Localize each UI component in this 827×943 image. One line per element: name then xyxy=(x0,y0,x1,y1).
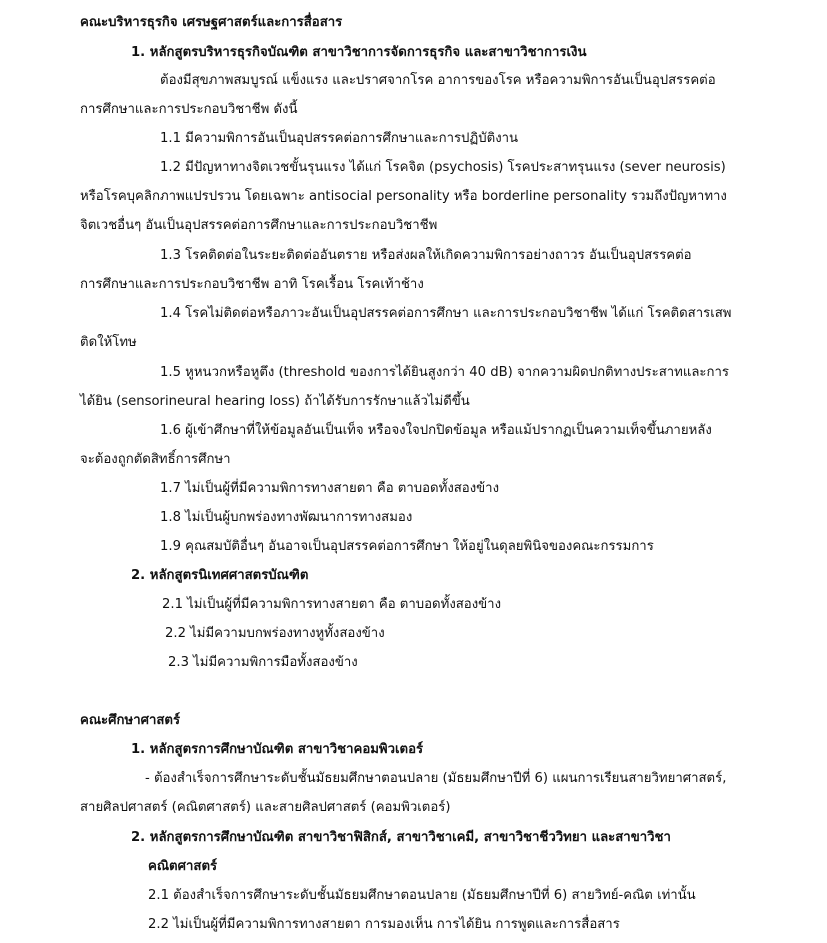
list-item: 1.8 ไม่เป็นผู้บกพร่องทางพัฒนาการทางสมอง xyxy=(160,510,413,525)
list-item-continuation: ติดให้โทษ xyxy=(80,335,137,350)
list-item: 2.2 ไม่มีความบกพร่องทางหูทั้งสองข้าง xyxy=(165,626,385,641)
list-item: 1.4 โรคไม่ติดต่อหรือภาวะอันเป็นอุปสรรคต่อการศึกษา และการประกอบวิชาชีพ ได้แก่ โรคติดสารเสพ xyxy=(160,306,732,321)
list-item: 1.1 มีความพิการอันเป็นอุปสรรคต่อการศึกษาและการปฏิบัติงาน xyxy=(160,131,519,146)
list-item: 2.1 ต้องสำเร็จการศึกษาระดับชั้นมัธยมศึกษาตอนปลาย (มัธยมศึกษาปีที่ 6) สายวิทย์-คณิต เท่านั้น xyxy=(148,888,696,903)
list-item: 1.9 คุณสมบัติอื่นๆ อันอาจเป็นอุปสรรคต่อการศึกษา ให้อยู่ในดุลยพินิจของคณะกรรมการ xyxy=(160,539,654,554)
list-item-continuation: หรือโรคบุคลิกภาพแปรปรวน โดยเฉพาะ antisocial personality หรือ borderline personality รวมถึงปัญหาทาง xyxy=(80,189,727,204)
program-title: 2. หลักสูตรการศึกษาบัณฑิต สาขาวิชาฟิสิกส์, สาขาวิชาเคมี, สาขาวิชาชีววิทยา และสาขาวิชา xyxy=(131,830,671,845)
paragraph-line: สายศิลปศาสตร์ (คณิตศาสตร์) และสายศิลปศาสตร์ (คอมพิวเตอร์) xyxy=(80,800,451,815)
program-title: 1. หลักสูตรการศึกษาบัณฑิต สาขาวิชาคอมพิวเตอร์ xyxy=(131,742,424,757)
list-item: 1.6 ผู้เข้าศึกษาที่ให้ข้อมูลอันเป็นเท็จ หรือจงใจปกปิดข้อมูล หรือแม้ปรากฏเป็นความเท็จขึ้นภายหลัง xyxy=(160,423,712,438)
list-item: 1.7 ไม่เป็นผู้ที่มีความพิการทางสายตา คือ ตาบอดทั้งสองข้าง xyxy=(160,481,500,496)
paragraph-line: - ต้องสำเร็จการศึกษาระดับชั้นมัธยมศึกษาตอนปลาย (มัธยมศึกษาปีที่ 6) แผนการเรียนสายวิทยาศาสตร์, xyxy=(145,771,727,786)
list-item-continuation: จิตเวชอื่นๆ อันเป็นอุปสรรคต่อการศึกษาและการประกอบวิชาชีพ xyxy=(80,218,438,233)
list-item-continuation: ได้ยิน (sensorineural hearing loss) ถ้าได้รับการรักษาแล้วไม่ดีขึ้น xyxy=(80,394,470,409)
program-title-continuation: คณิตศาสตร์ xyxy=(148,859,218,874)
paragraph-line: การศึกษาและการประกอบวิชาชีพ ดังนี้ xyxy=(80,102,298,117)
list-item-continuation: การศึกษาและการประกอบวิชาชีพ อาทิ โรคเรื้อน โรคเท้าช้าง xyxy=(80,277,424,292)
paragraph-line: ต้องมีสุขภาพสมบูรณ์ แข็งแรง และปราศจากโรค อาการของโรค หรือความพิการอันเป็นอุปสรรคต่อ xyxy=(160,73,716,88)
list-item: 2.1 ไม่เป็นผู้ที่มีความพิการทางสายตา คือ ตาบอดทั้งสองข้าง xyxy=(162,597,502,612)
list-item: 1.3 โรคติดต่อในระยะติดต่ออันตราย หรือส่งผลให้เกิดความพิการอย่างถาวร อันเป็นอุปสรรคต่อ xyxy=(160,248,692,263)
list-item: 1.2 มีปัญหาทางจิตเวชขั้นรุนแรง ได้แก่ โรคจิต (psychosis) โรคประสาทรุนแรง (sever neurosis) xyxy=(160,160,726,175)
program-title: 1. หลักสูตรบริหารธุรกิจบัณฑิต สาขาวิชาการจัดการธุรกิจ และสาขาวิชาการเงิน xyxy=(131,45,587,60)
list-item: 2.3 ไม่มีความพิการมือทั้งสองข้าง xyxy=(168,655,358,670)
faculty-heading: คณะศึกษาศาสตร์ xyxy=(80,713,181,728)
program-title: 2. หลักสูตรนิเทศศาสตรบัณฑิต xyxy=(131,568,309,583)
list-item: 2.2 ไม่เป็นผู้ที่มีความพิการทางสายตา การมองเห็น การได้ยิน การพูดและการสื่อสาร xyxy=(148,917,620,932)
list-item-continuation: จะต้องถูกตัดสิทธิ์การศึกษา xyxy=(80,452,231,467)
list-item: 1.5 หูหนวกหรือหูตึง (threshold ของการได้ยินสูงกว่า 40 dB) จากความผิดปกติทางประสาทและการ xyxy=(160,365,729,380)
faculty-heading: คณะบริหารธุรกิจ เศรษฐศาสตร์และการสื่อสาร xyxy=(80,15,343,30)
